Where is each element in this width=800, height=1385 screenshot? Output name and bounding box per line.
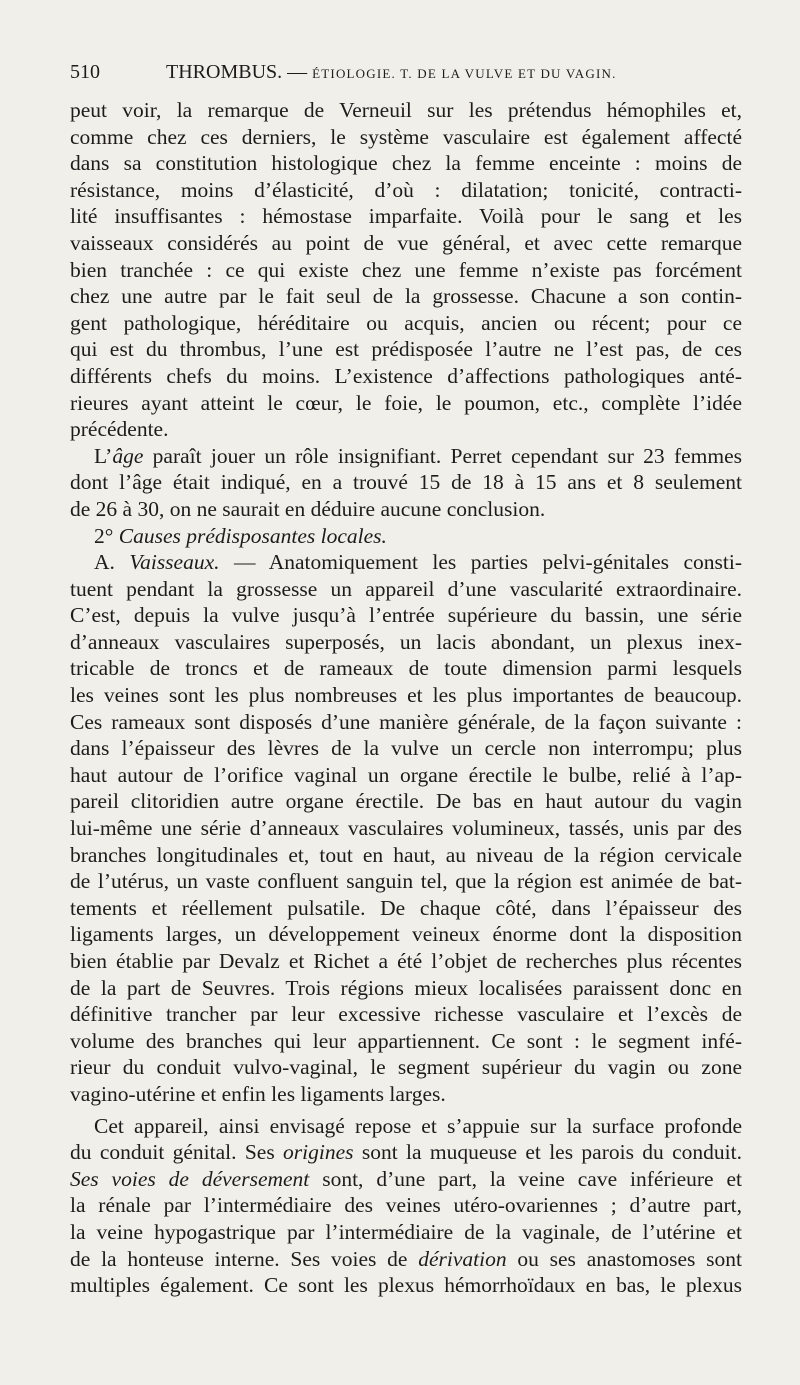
text-line: pareil clitoridien autre organe érectile. De bas en haut autour du vagin bbox=[70, 789, 742, 814]
italic-term: Vaisseaux. bbox=[129, 550, 220, 575]
text-line: haut autour de l’orifice vaginal un organe érectile le bulbe, relié à l’ap- bbox=[70, 762, 742, 787]
section-heading: 2° Causes prédisposantes locales. bbox=[94, 523, 387, 548]
text-line: dans sa constitution histologique chez la femme enceinte : moins de bbox=[70, 151, 742, 176]
text-line: d’anneaux vasculaires superposés, un lacis abondant, un plexus inex- bbox=[70, 629, 742, 654]
text-line: différents chefs du moins. L’existence d’affections pathologiques anté- bbox=[70, 363, 742, 388]
text-line: chez une autre par le fait seul de la grossesse. Chacune a son contin- bbox=[70, 284, 742, 309]
text-line: de l’utérus, un vaste confluent sanguin tel, que la région est animée de bat- bbox=[70, 869, 742, 894]
text-line: lité insuffisantes : hémostase imparfaite. Voilà pour le sang et les bbox=[70, 204, 742, 229]
text-line: de la part de Seuvres. Trois régions mieux localisées paraissent donc en bbox=[70, 975, 742, 1000]
text-line: de la honteuse interne. Ses voies de dérivation ou ses anastomoses sont bbox=[70, 1246, 742, 1271]
text-line: ligaments larges, un développement veineux énorme dont la disposition bbox=[70, 922, 742, 947]
text-line: L’âge paraît jouer un rôle insignifiant. Perret cependant sur 23 femmes bbox=[94, 443, 742, 468]
text-line: la veine hypogastrique par l’intermédiaire de la vaginale, de l’utérine et bbox=[70, 1219, 742, 1244]
text-line: tements et réellement pulsatile. De chaque côté, dans l’épaisseur des bbox=[70, 895, 742, 920]
header-title: THROMBUS. bbox=[166, 61, 283, 83]
italic-term: dérivation bbox=[418, 1246, 507, 1271]
text-line: rieures ayant atteint le cœur, le foie, le poumon, etc., complète l’idée bbox=[70, 390, 742, 415]
running-header bbox=[70, 58, 742, 88]
text-line: la rénale par l’intermédiaire des veines utéro-ovariennes ; d’autre part, bbox=[70, 1193, 742, 1218]
text-line: peut voir, la remarque de Verneuil sur les prétendus hémophiles et, bbox=[70, 98, 742, 122]
text-line: dans l’épaisseur des lèvres de la vulve un cercle non interrompu; plus bbox=[70, 736, 742, 761]
header-subtitle: ÉTIOLOGIE. T. DE LA VULVE ET DU VAGIN. bbox=[312, 66, 617, 81]
text-line: tuent pendant la grossesse un appareil d’une vascularité extraordinaire. bbox=[70, 576, 742, 601]
text-line: C’est, depuis la vulve jusqu’à l’entrée supérieure du bassin, une série bbox=[70, 603, 742, 628]
text-line: comme chez ces derniers, le système vasculaire est également affecté bbox=[70, 124, 742, 149]
text-line: les veines sont les plus nombreuses et les plus importantes de beaucoup. bbox=[70, 683, 742, 708]
text-line: du conduit génital. Ses origines sont la muqueuse et les parois du conduit. bbox=[70, 1140, 742, 1165]
text-line: A. Vaisseaux. — Anatomiquement les parties pelvi-génitales consti- bbox=[94, 550, 742, 575]
italic-term: Causes prédisposantes locales. bbox=[118, 523, 387, 548]
italic-term: Ses voies de déversement bbox=[70, 1166, 310, 1191]
text-line: volume des branches qui leur appartiennent. Ce sont : le segment infé- bbox=[70, 1028, 742, 1053]
text-line: tricable de troncs et de rameaux de toute dimension parmi lesquels bbox=[70, 656, 742, 681]
text-line: bien tranchée : ce qui existe chez une femme n’existe pas forcément bbox=[70, 257, 742, 282]
text-line: de 26 à 30, on ne saurait en déduire aucune conclusion. bbox=[70, 496, 546, 521]
text-line: multiples également. Ce sont les plexus hémorrhoïdaux en bas, le plexus bbox=[70, 1273, 742, 1298]
header-dash: — bbox=[287, 61, 308, 83]
italic-term: origines bbox=[283, 1140, 354, 1165]
page-number: 510 bbox=[70, 61, 100, 83]
text-line: bien établie par Devalz et Richet a été l’objet de recherches plus récentes bbox=[70, 949, 742, 973]
text-line: Ces rameaux sont disposés d’une manière générale, de la façon suivante : bbox=[70, 709, 742, 734]
text-line: rieur du conduit vulvo-vaginal, le segment supérieur du vagin ou zone bbox=[70, 1055, 742, 1080]
text-line: Ses voies de déversement sont, d’une part, la veine cave inférieure et bbox=[70, 1166, 742, 1191]
text-line: dont l’âge était indiqué, en a trouvé 15 de 18 à 15 ans et 8 seulement bbox=[70, 470, 742, 495]
italic-term: âge bbox=[112, 443, 144, 468]
text-line: qui est du thrombus, l’une est prédisposée l’autre ne l’est pas, de ces bbox=[70, 337, 742, 362]
text-line: Cet appareil, ainsi envisagé repose et s’appuie sur la surface profonde bbox=[94, 1113, 742, 1138]
text-line: vagino-utérine et enfin les ligaments larges. bbox=[70, 1081, 446, 1106]
text-line: gent pathologique, héréditaire ou acquis, ancien ou récent; pour ce bbox=[70, 310, 742, 335]
body-text bbox=[70, 97, 742, 1299]
text-line: branches longitudinales et, tout en haut, au niveau de la région cervicale bbox=[70, 842, 742, 867]
text-line: vaisseaux considérés au point de vue général, et avec cette remarque bbox=[70, 230, 742, 255]
text-line: lui-même une série d’anneaux vasculaires volumineux, tassés, unis par des bbox=[70, 816, 742, 841]
text-line: résistance, moins d’élasticité, d’où : dilatation; tonicité, contracti- bbox=[70, 177, 742, 202]
text-line: définitive trancher par leur excessive richesse vasculaire et l’excès de bbox=[70, 1002, 742, 1027]
text-line: précédente. bbox=[70, 417, 169, 442]
